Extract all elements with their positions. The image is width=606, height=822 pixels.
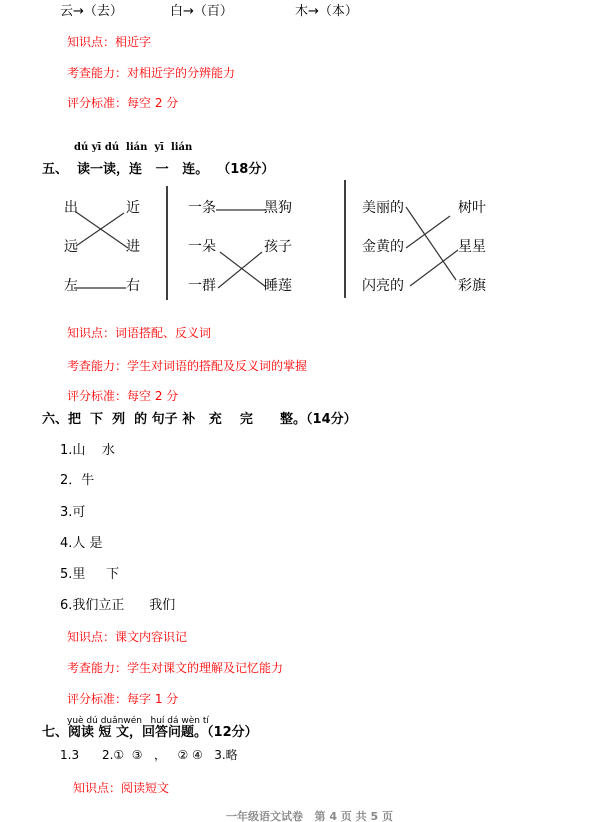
fill-item: 5.里 下 (60, 567, 120, 582)
ability-note: 考查能力：学生对词语的搭配及反义词的掌握 (67, 359, 308, 373)
match-word: 孩子 (264, 239, 292, 255)
match-word: 右 (126, 278, 140, 294)
answer-item: 白→（百） (170, 4, 233, 19)
fill-item: 6.我们立正 我们 (60, 598, 176, 613)
match-word: 星星 (458, 239, 486, 255)
scoring-note: 评分标准：每字 1 分 (67, 692, 179, 706)
match-word: 一群 (188, 278, 216, 294)
knowledge-note: 知识点：相近字 (67, 35, 152, 49)
answer-item: 云→（去） (60, 4, 123, 19)
scoring-note: 评分标准：每空 2 分 (67, 96, 179, 110)
fill-item: 3.可 (60, 505, 86, 520)
knowledge-note: 知识点：词语搭配、反义词 (67, 326, 212, 340)
ability-note: 考查能力：学生对课文的理解及记忆能力 (67, 661, 284, 675)
match-word: 一朵 (188, 239, 216, 255)
answer-line: 1.3 2.① ③ ， ② ④ 3.略 (60, 748, 238, 762)
fill-item: 4.人 是 (60, 536, 103, 551)
scoring-note: 评分标准：每空 2 分 (67, 389, 179, 403)
match-word: 黑狗 (264, 200, 292, 216)
match-word: 进 (126, 239, 140, 255)
section-title: 五、 读一读，连 一 连。 （18分） (42, 162, 275, 177)
match-word: 近 (126, 200, 140, 216)
section-pinyin: yuè dú duǎnwén huí dá wèn tí (67, 716, 209, 726)
section-title: 七、阅读 短 文，回答问题。（12分） (42, 725, 258, 740)
match-word: 树叶 (458, 200, 486, 216)
match-word: 金黄的 (362, 239, 404, 255)
section-title: 六、把 下 列 的 句子 补 充 完 整。（14分） (42, 412, 357, 427)
fill-item: 2．牛 (60, 473, 95, 488)
section-pinyin: dú yī dú lián yī lián (74, 142, 193, 153)
match-word: 远 (64, 239, 78, 255)
fill-item: 1.山 水 (60, 443, 115, 458)
knowledge-note: 知识点：课文内容识记 (67, 630, 188, 644)
page-footer: 一年级语文试卷 第 4 页 共 5 页 (226, 810, 393, 822)
match-word: 睡莲 (264, 278, 292, 294)
ability-note: 考查能力：对相近字的分辨能力 (67, 66, 236, 80)
match-word: 左 (64, 278, 78, 294)
match-word: 彩旗 (458, 278, 486, 294)
answer-item: 木→（本） (295, 4, 358, 19)
match-word: 闪亮的 (362, 278, 404, 294)
knowledge-note: 知识点：阅读短文 (73, 781, 170, 795)
match-word: 美丽的 (362, 200, 404, 216)
match-word: 出 (64, 200, 78, 216)
match-word: 一条 (188, 200, 216, 216)
